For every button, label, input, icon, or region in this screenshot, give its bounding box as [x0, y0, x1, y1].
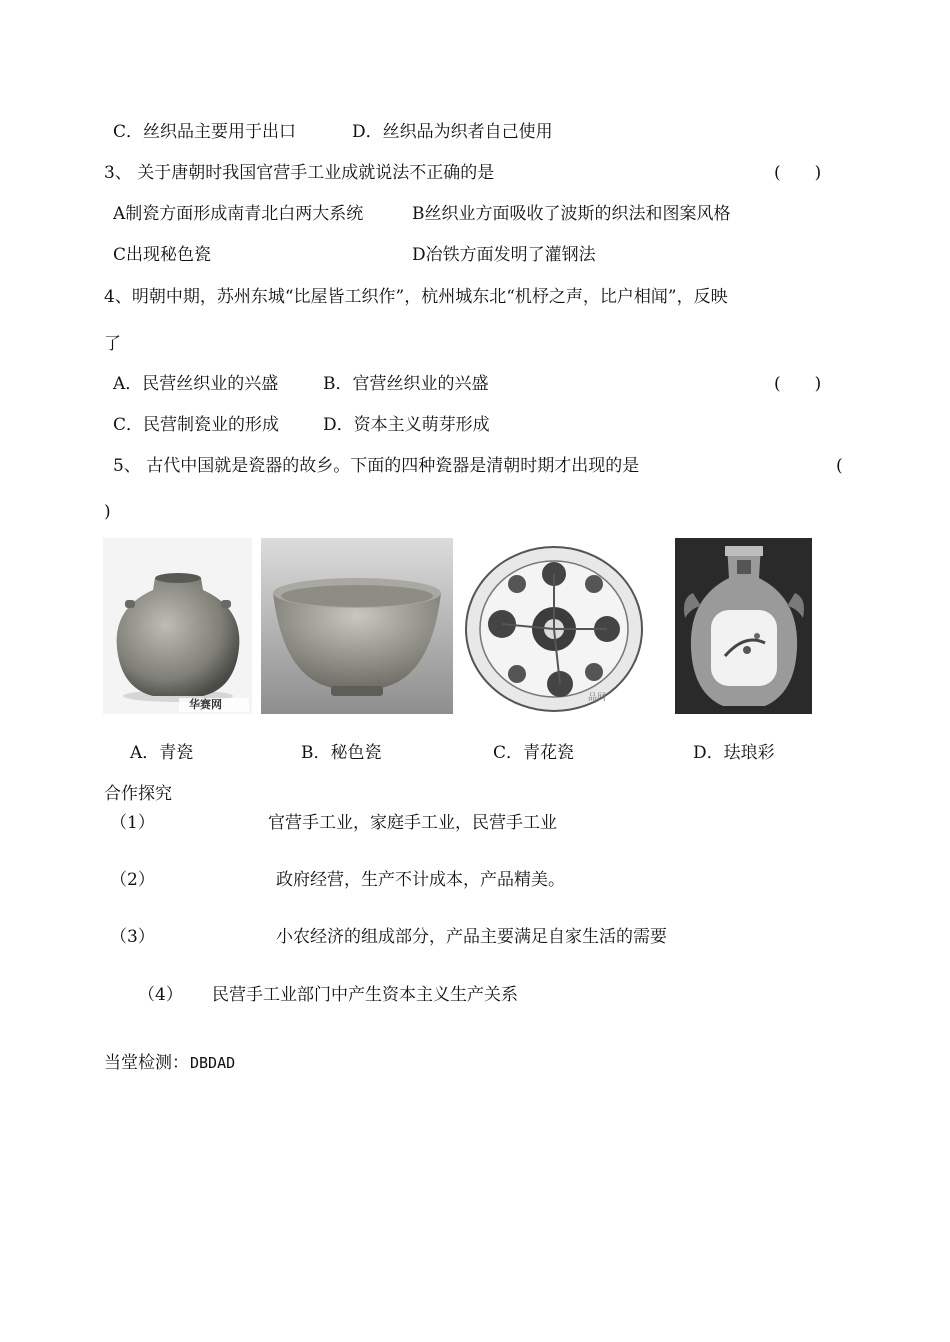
q2-option-d: D．丝织品为织者自己使用 — [352, 122, 553, 142]
q4-answer-paren: ( ) — [774, 374, 822, 394]
explore-item-3-text: 小农经济的组成部分，产品主要满足自家生活的需要 — [276, 927, 667, 947]
q3-option-d: D冶铁方面发明了灌钢法 — [412, 245, 596, 265]
explore-item-1-num: （1） — [110, 813, 155, 833]
q3-stem: 3、 关于唐朝时我国官营手工业成就说法不正确的是 — [104, 163, 495, 183]
q5-paren-close: ) — [104, 502, 111, 522]
q3-option-c: C出现秘色瓷 — [113, 245, 212, 265]
watermark-text: 华赛网 — [189, 698, 222, 711]
watermark-text: 品网 — [588, 693, 607, 703]
explore-title: 合作探究 — [104, 784, 172, 804]
q2-option-c: C．丝织品主要用于出口 — [113, 122, 297, 142]
q4-option-a: A．民营丝织业的兴盛 — [113, 374, 279, 394]
explore-item-2-num: （2） — [110, 870, 155, 890]
q3-option-a: A制瓷方面形成南青北白两大系统 — [113, 204, 364, 224]
q4-option-b: B．官营丝织业的兴盛 — [323, 374, 489, 394]
q3-option-b: B丝织业方面吸收了波斯的织法和图案风格 — [412, 204, 731, 224]
q5-paren-open: ( — [836, 456, 843, 476]
explore-item-4-text: 民营手工业部门中产生资本主义生产关系 — [212, 985, 518, 1005]
check-answer: DBDAD — [190, 1054, 236, 1072]
q4-stem-line1: 4、明朝中期，苏州东城“比屋皆工织作”，杭州城东北“机杼之声，比户相闻”，反映 — [104, 287, 728, 307]
explore-item-2-text: 政府经营，生产不计成本，产品精美。 — [276, 870, 565, 890]
image-caption-c: C．青花瓷 — [493, 743, 575, 763]
q4-option-d: D．资本主义萌芽形成 — [323, 415, 490, 435]
image-caption-b: B．秘色瓷 — [301, 743, 382, 763]
image-caption-d: D．珐琅彩 — [693, 743, 775, 763]
explore-item-3-num: （3） — [110, 927, 155, 947]
q5-stem: 5、 古代中国就是瓷器的故乡。下面的四种瓷器是清朝时期才出现的是 — [113, 456, 640, 476]
q4-option-c: C．民营制瓷业的形成 — [113, 415, 280, 435]
secret-color-bowl-image — [261, 538, 453, 714]
q4-stem-line2: 了 — [104, 334, 121, 354]
enamel-vase-image — [675, 538, 812, 714]
celadon-jar-image — [103, 538, 252, 714]
explore-item-1-text: 官营手工业，家庭手工业，民营手工业 — [268, 813, 557, 833]
image-caption-a: A．青瓷 — [130, 743, 194, 763]
blue-white-plate-image — [462, 544, 647, 714]
check-label: 当堂检测： — [104, 1053, 189, 1073]
q3-answer-paren: ( ) — [774, 163, 822, 183]
explore-item-4-num: （4） — [138, 985, 183, 1005]
